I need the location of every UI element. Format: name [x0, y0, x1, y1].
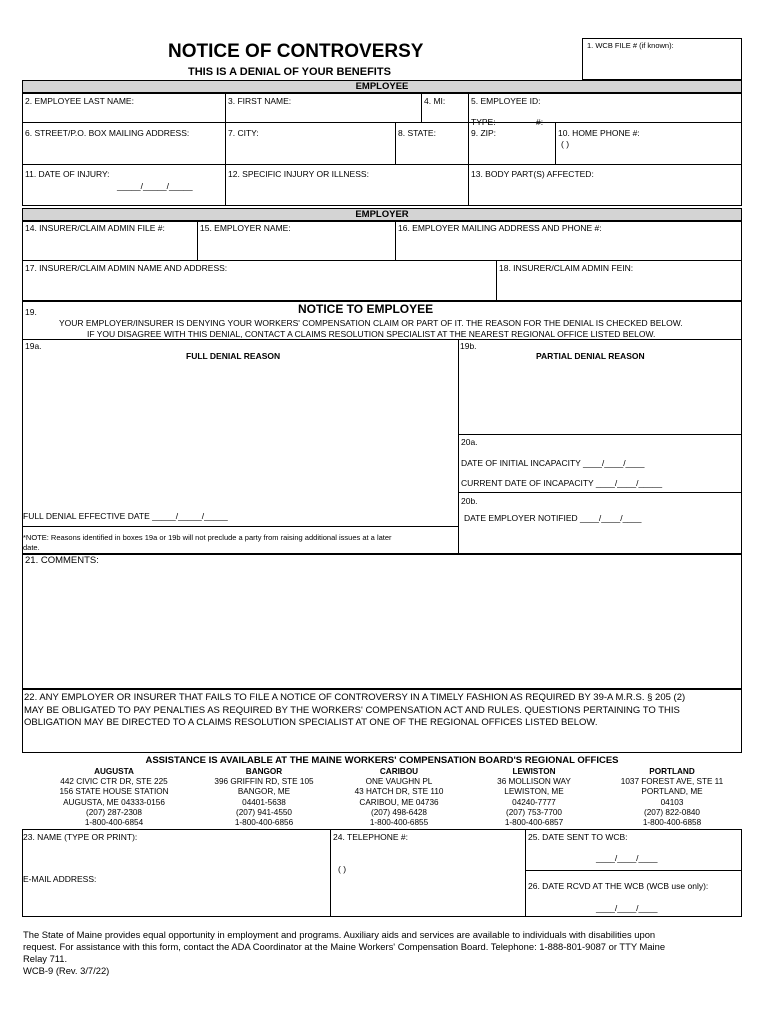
- notice-title: NOTICE TO EMPLOYEE: [298, 302, 434, 316]
- penalty-line-3: OBLIGATION MAY BE DIRECTED TO A CLAIMS RESOLUTION SPECIALIST AT ONE OF THE REGIONAL OFFICES LISTED BELOW.: [24, 717, 598, 728]
- penalty-line-1: 22. ANY EMPLOYER OR INSURER THAT FAILS TO FILE A NOTICE OF CONTROVERSY IN A TIMELY FASHION AS REQUIRED BY 39-A M.R.S. § 205 (2): [24, 692, 686, 703]
- office-address-2: LEWISTON, ME: [504, 787, 564, 797]
- name-label: 23. NAME (TYPE OR PRINT):: [23, 832, 138, 842]
- date-sent-blank[interactable]: ____/____/____: [596, 853, 658, 863]
- office-address-2: BANGOR, ME: [237, 787, 291, 797]
- date-received-label: 26. DATE RCVD AT THE WCB (WCB use only):: [528, 881, 709, 891]
- form-title: NOTICE OF CONTROVERSY: [168, 41, 424, 62]
- employer-address-label: 16. EMPLOYER MAILING ADDRESS AND PHONE #:: [398, 223, 602, 233]
- middle-initial-label: 4. MI:: [424, 96, 446, 106]
- employee-last-name-label: 2. EMPLOYEE LAST NAME:: [25, 96, 134, 106]
- employee-id-label: 5. EMPLOYEE ID:: [471, 96, 541, 106]
- full-denial-effective-date[interactable]: FULL DENIAL EFFECTIVE DATE _____/_____/_____: [23, 511, 228, 521]
- office-tollfree: 1-800-400-6856: [234, 818, 294, 828]
- first-name-label: 3. FIRST NAME:: [228, 96, 292, 106]
- office-name: BANGOR: [245, 767, 283, 776]
- box-20b-number: 20b.: [461, 496, 478, 506]
- office-phone: (207) 287-2308: [86, 807, 142, 817]
- office-address-3: 04240-7777: [512, 797, 556, 807]
- employer-notified-date[interactable]: DATE EMPLOYER NOTIFIED ____/____/____: [464, 513, 642, 523]
- notice-line-2: IF YOU DISAGREE WITH THIS DENIAL, CONTACT A CLAIMS RESOLUTION SPECIALIST AT THE NEAREST REGIONAL OFFICE LISTED BELOW.: [87, 329, 656, 339]
- office-tollfree: 1-800-400-6857: [504, 818, 564, 828]
- footer-line-3: Relay 711.: [23, 953, 68, 964]
- office-phone: (207) 941-4550: [236, 807, 292, 817]
- notice-line-1: YOUR EMPLOYER/INSURER IS DENYING YOUR WORKERS' COMPENSATION CLAIM OR PART OF IT. THE REASON FOR THE DENIAL IS CHECKED BELOW.: [59, 318, 683, 328]
- office-portland: [604, 767, 740, 828]
- penalty-line-2: MAY BE OBLIGATED TO PAY PENALTIES AS REQUIRED BY THE WORKERS' COMPENSATION ACT AND RULES. QUESTIONS PERTAINING TO THIS: [24, 705, 680, 716]
- office-name: PORTLAND: [649, 767, 695, 776]
- office-name: LEWISTON: [512, 767, 556, 776]
- specific-injury-label: 12. SPECIFIC INJURY OR ILLNESS:: [228, 169, 369, 179]
- insurer-name-label: 17. INSURER/CLAIM ADMIN NAME AND ADDRESS:: [25, 263, 228, 273]
- box-20a-number: 20a.: [461, 437, 478, 447]
- city-label: 7. CITY:: [228, 128, 259, 138]
- date-of-injury-blank: _____/_____/_____: [117, 181, 193, 191]
- employee-section-header: EMPLOYEE: [22, 80, 742, 93]
- zip-label: 9. ZIP:: [471, 128, 497, 138]
- note-line-2: date.: [23, 543, 40, 552]
- telephone-blank: ( ): [338, 864, 347, 874]
- insurer-fein-label: 18. INSURER/CLAIM ADMIN FEIN:: [499, 263, 634, 273]
- email-label: E-MAIL ADDRESS:: [23, 874, 97, 884]
- office-name: CARIBOU: [379, 767, 419, 776]
- office-address-1: 442 CIVIC CTR DR, STE 225: [60, 777, 168, 787]
- office-tollfree: 1-800-400-6854: [84, 818, 144, 828]
- id-number-label: #:: [536, 117, 544, 127]
- footer-line-2: request. For assistance with this form, contact the ADA Coordinator at the Maine Workers' Compensation Board. Telephone: 1-888-801-9087 or TTY Maine: [23, 941, 666, 952]
- street-address-label: 6. STREET/P.O. BOX MAILING ADDRESS:: [25, 128, 190, 138]
- home-phone-blank: ( ): [561, 139, 570, 149]
- office-address-1: 1037 FOREST AVE, STE 11: [620, 777, 724, 787]
- office-bangor: [194, 767, 334, 828]
- comments-box[interactable]: [22, 554, 742, 689]
- office-address-3: 04401-5638: [242, 797, 286, 807]
- home-phone-label: 10. HOME PHONE #:: [558, 128, 640, 138]
- office-address-2: 43 HATCH DR, STE 110: [354, 787, 444, 797]
- employer-section-header: EMPLOYER: [22, 208, 742, 221]
- office-phone: (207) 822-0840: [644, 807, 700, 817]
- note-line-1: *NOTE: Reasons identified in boxes 19a or 19b will not preclude a party from raising additional issues at a later: [23, 533, 392, 542]
- office-lewiston: [464, 767, 604, 828]
- date-received-blank[interactable]: ____/____/____: [596, 903, 658, 913]
- partial-denial-number: 19b.: [460, 341, 477, 351]
- employer-section: [22, 221, 742, 301]
- office-address-1: 36 MOLLISON WAY: [497, 777, 571, 787]
- office-address-2: 156 STATE HOUSE STATION: [59, 787, 169, 797]
- current-incapacity-date[interactable]: CURRENT DATE OF INCAPACITY ____/____/_____: [461, 478, 663, 488]
- partial-denial-title: PARTIAL DENIAL REASON: [536, 351, 645, 361]
- date-of-injury-label: 11. DATE OF INJURY:: [25, 169, 110, 179]
- office-phone: (207) 753-7700: [506, 807, 562, 817]
- state-label: 8. STATE:: [398, 128, 436, 138]
- insurer-file-label: 14. INSURER/CLAIM ADMIN FILE #:: [25, 223, 165, 233]
- wcb-file-label: 1. WCB FILE # (if known):: [587, 41, 674, 50]
- form-subtitle: THIS IS A DENIAL OF YOUR BENEFITS: [188, 66, 391, 78]
- office-tollfree: 1-800-400-6855: [369, 818, 429, 828]
- employer-name-label: 15. EMPLOYER NAME:: [200, 223, 291, 233]
- assistance-title: ASSISTANCE IS AVAILABLE AT THE MAINE WORKERS' COMPENSATION BOARD'S REGIONAL OFFICES: [145, 755, 619, 766]
- initial-incapacity-date[interactable]: DATE OF INITIAL INCAPACITY ____/____/____: [461, 458, 645, 468]
- office-address-2: PORTLAND, ME: [641, 787, 703, 797]
- office-augusta: [44, 767, 184, 828]
- office-address-3: CARIBOU, ME 04736: [359, 797, 439, 807]
- date-sent-label: 25. DATE SENT TO WCB:: [528, 832, 628, 842]
- footer-line-1: The State of Maine provides equal opportunity in employment and programs. Auxiliary aids and services are available to individuals with disabilities upon: [23, 929, 656, 940]
- office-name: AUGUSTA: [94, 767, 134, 776]
- full-denial-title: FULL DENIAL REASON: [186, 351, 281, 361]
- office-address-3: 04103: [660, 797, 684, 807]
- form-id: WCB-9 (Rev. 3/7/22): [23, 965, 110, 976]
- office-address-1: 396 GRIFFIN RD, STE 105: [214, 777, 314, 787]
- body-parts-label: 13. BODY PART(S) AFFECTED:: [471, 169, 594, 179]
- telephone-label: 24. TELEPHONE #:: [333, 832, 408, 842]
- office-caribou: [329, 767, 469, 828]
- office-address-3: AUGUSTA, ME 04333-0156: [63, 797, 165, 807]
- office-phone: (207) 498-6428: [371, 807, 427, 817]
- notice-number: 19.: [25, 307, 37, 317]
- office-address-1: ONE VAUGHN PL: [365, 777, 433, 787]
- comments-label: 21. COMMENTS:: [25, 555, 99, 566]
- id-type-label: TYPE:: [471, 117, 496, 127]
- office-tollfree: 1-800-400-6858: [642, 818, 702, 828]
- full-denial-number: 19a.: [25, 341, 42, 351]
